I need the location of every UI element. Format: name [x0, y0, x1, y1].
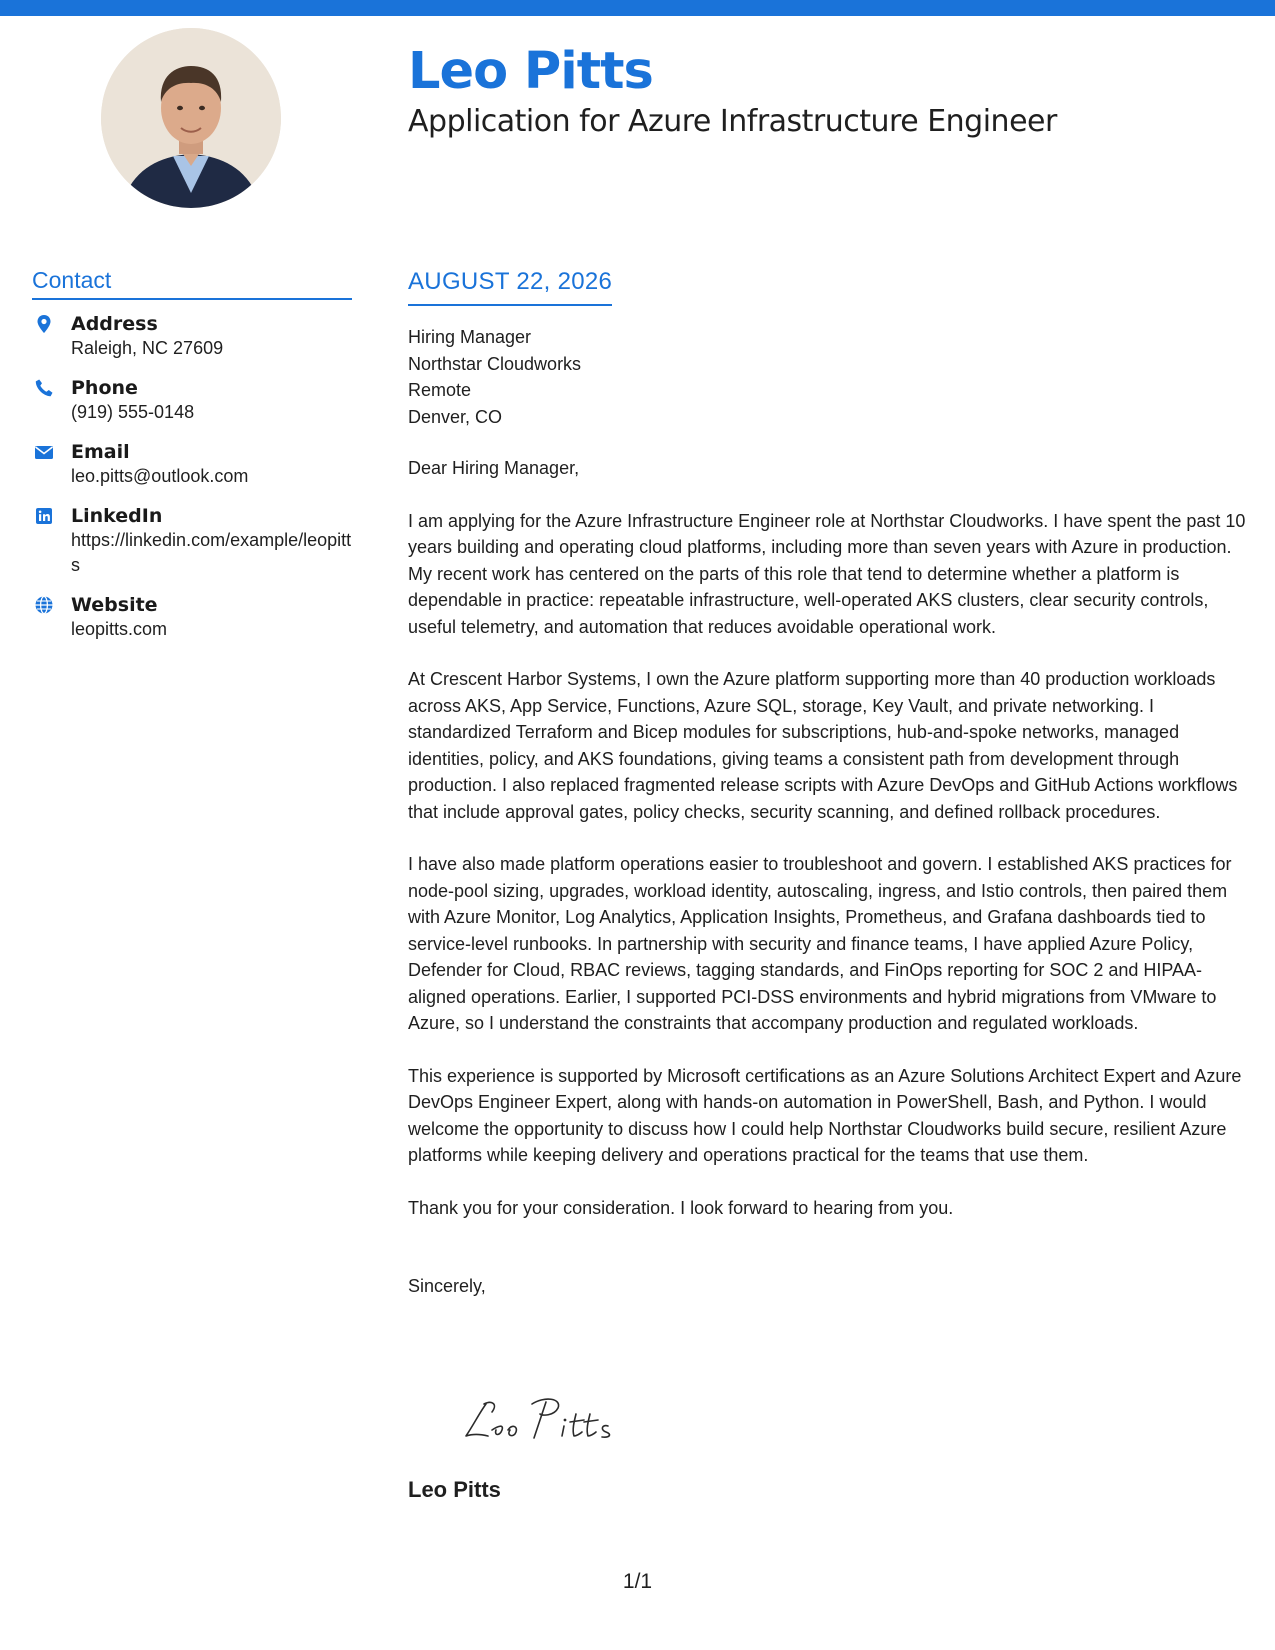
linkedin-icon	[34, 506, 54, 526]
contact-item-linkedin	[32, 504, 352, 578]
contact-item-email	[32, 440, 352, 489]
body-paragraph: I have also made platform operations easier to troubleshoot and govern. I established AKS practices for node-pool sizing, upgrades, workload identity, autoscaling, ingress, and Istio controls, then paired them with Azure Monitor, Log Analytics, Application Insights, Prometheus, and Grafana dashboards tied to service-level runbooks. In partnership with security and finance teams, I have applied Azure Policy, Defender for Cloud, RBAC reviews, tagging standards, and FinOps reporting for SOC 2 and HIPAA-aligned operations. Earlier, I supported PCI-DSS environments and hybrid migrations from VMware to Azure, so I understand the constraints that accompany production and regulated workloads.	[408, 854, 1232, 1033]
phone-icon	[34, 378, 54, 398]
email-value[interactable]: leo.pitts@outlook.com	[71, 466, 249, 486]
recipient-line: Remote	[408, 380, 472, 400]
linkedin-value[interactable]: https://linkedin.com/example/leopitts	[71, 530, 352, 575]
contact-item-website	[32, 593, 352, 642]
closing: Sincerely,	[408, 1276, 486, 1296]
avatar	[101, 28, 281, 208]
application-title: Application for Azure Infrastructure Engineer	[408, 104, 1057, 139]
recipient-line: Denver, CO	[408, 406, 503, 427]
contact-sidebar	[32, 266, 352, 657]
contact-label: Email	[71, 441, 130, 463]
contact-list	[32, 312, 352, 642]
recipient-block	[408, 324, 1253, 430]
globe-icon	[34, 595, 54, 615]
profile-photo	[101, 28, 281, 208]
top-accent-bar	[0, 0, 1275, 16]
letter-date: AUGUST 22, 2026	[408, 266, 612, 306]
signer-name: Leo Pitts	[408, 1477, 501, 1502]
address-value: Raleigh, NC 27609	[71, 338, 224, 358]
map-pin-icon	[34, 314, 54, 334]
body-paragraph: This experience is supported by Microsoft certifications as an Azure Solutions Architect Expert and Azure DevOps Engineer Expert, along with hands-on automation in PowerShell, Bash, and Python. I would welcome the opportunity to discuss how I could help Northstar Cloudworks build secure, resilient Azure platforms while keeping delivery and operations practical for the teams that use them.	[408, 1065, 1242, 1165]
contact-item-phone	[32, 376, 352, 425]
applicant-name: Leo Pitts	[408, 42, 653, 101]
contact-heading: Contact	[32, 266, 352, 300]
body-paragraph: At Crescent Harbor Systems, I own the Azure platform supporting more than 40 production workloads across AKS, App Service, Functions, Azure SQL, storage, Key Vault, and private networking. I standardized Terraform and Bicep modules for subscriptions, hub-and-spoke networks, managed identities, policy, and AKS foundations, giving teams a consistent path from development through production. I also replaced fragmented release scripts with Azure DevOps and GitHub Actions workflows that include approval gates, policy checks, security scanning, and defined rollback procedures.	[408, 669, 1238, 822]
recipient-line: Northstar Cloudworks	[408, 353, 582, 374]
contact-label: Website	[71, 594, 158, 616]
website-value[interactable]: leopitts.com	[71, 619, 168, 639]
phone-value: (919) 555-0148	[71, 402, 195, 422]
contact-item-address	[32, 312, 352, 361]
contact-label: Phone	[71, 377, 138, 399]
recipient-line: Hiring Manager	[408, 327, 532, 347]
body-paragraph: Thank you for your consideration. I look forward to hearing from you.	[408, 1197, 954, 1218]
page-number: 1/1	[622, 1570, 653, 1593]
handwritten-signature	[458, 1390, 658, 1450]
salutation: Dear Hiring Manager,	[408, 458, 580, 478]
contact-label: Address	[71, 313, 158, 335]
letter-body	[408, 266, 1253, 1300]
contact-label: LinkedIn	[71, 505, 163, 527]
body-paragraph: I am applying for the Azure Infrastructure Engineer role at Northstar Cloudworks. I have spent the past 10 years building and operating cloud platforms, including more than seven years with Azure in production. My recent work has centered on the parts of this role that tend to determine whether a platform is dependable in practice: repeatable infrastructure, well-operated AKS clusters, clear security controls, useful telemetry, and automation that reduces avoidable operational work.	[408, 510, 1246, 637]
envelope-icon	[34, 442, 54, 462]
